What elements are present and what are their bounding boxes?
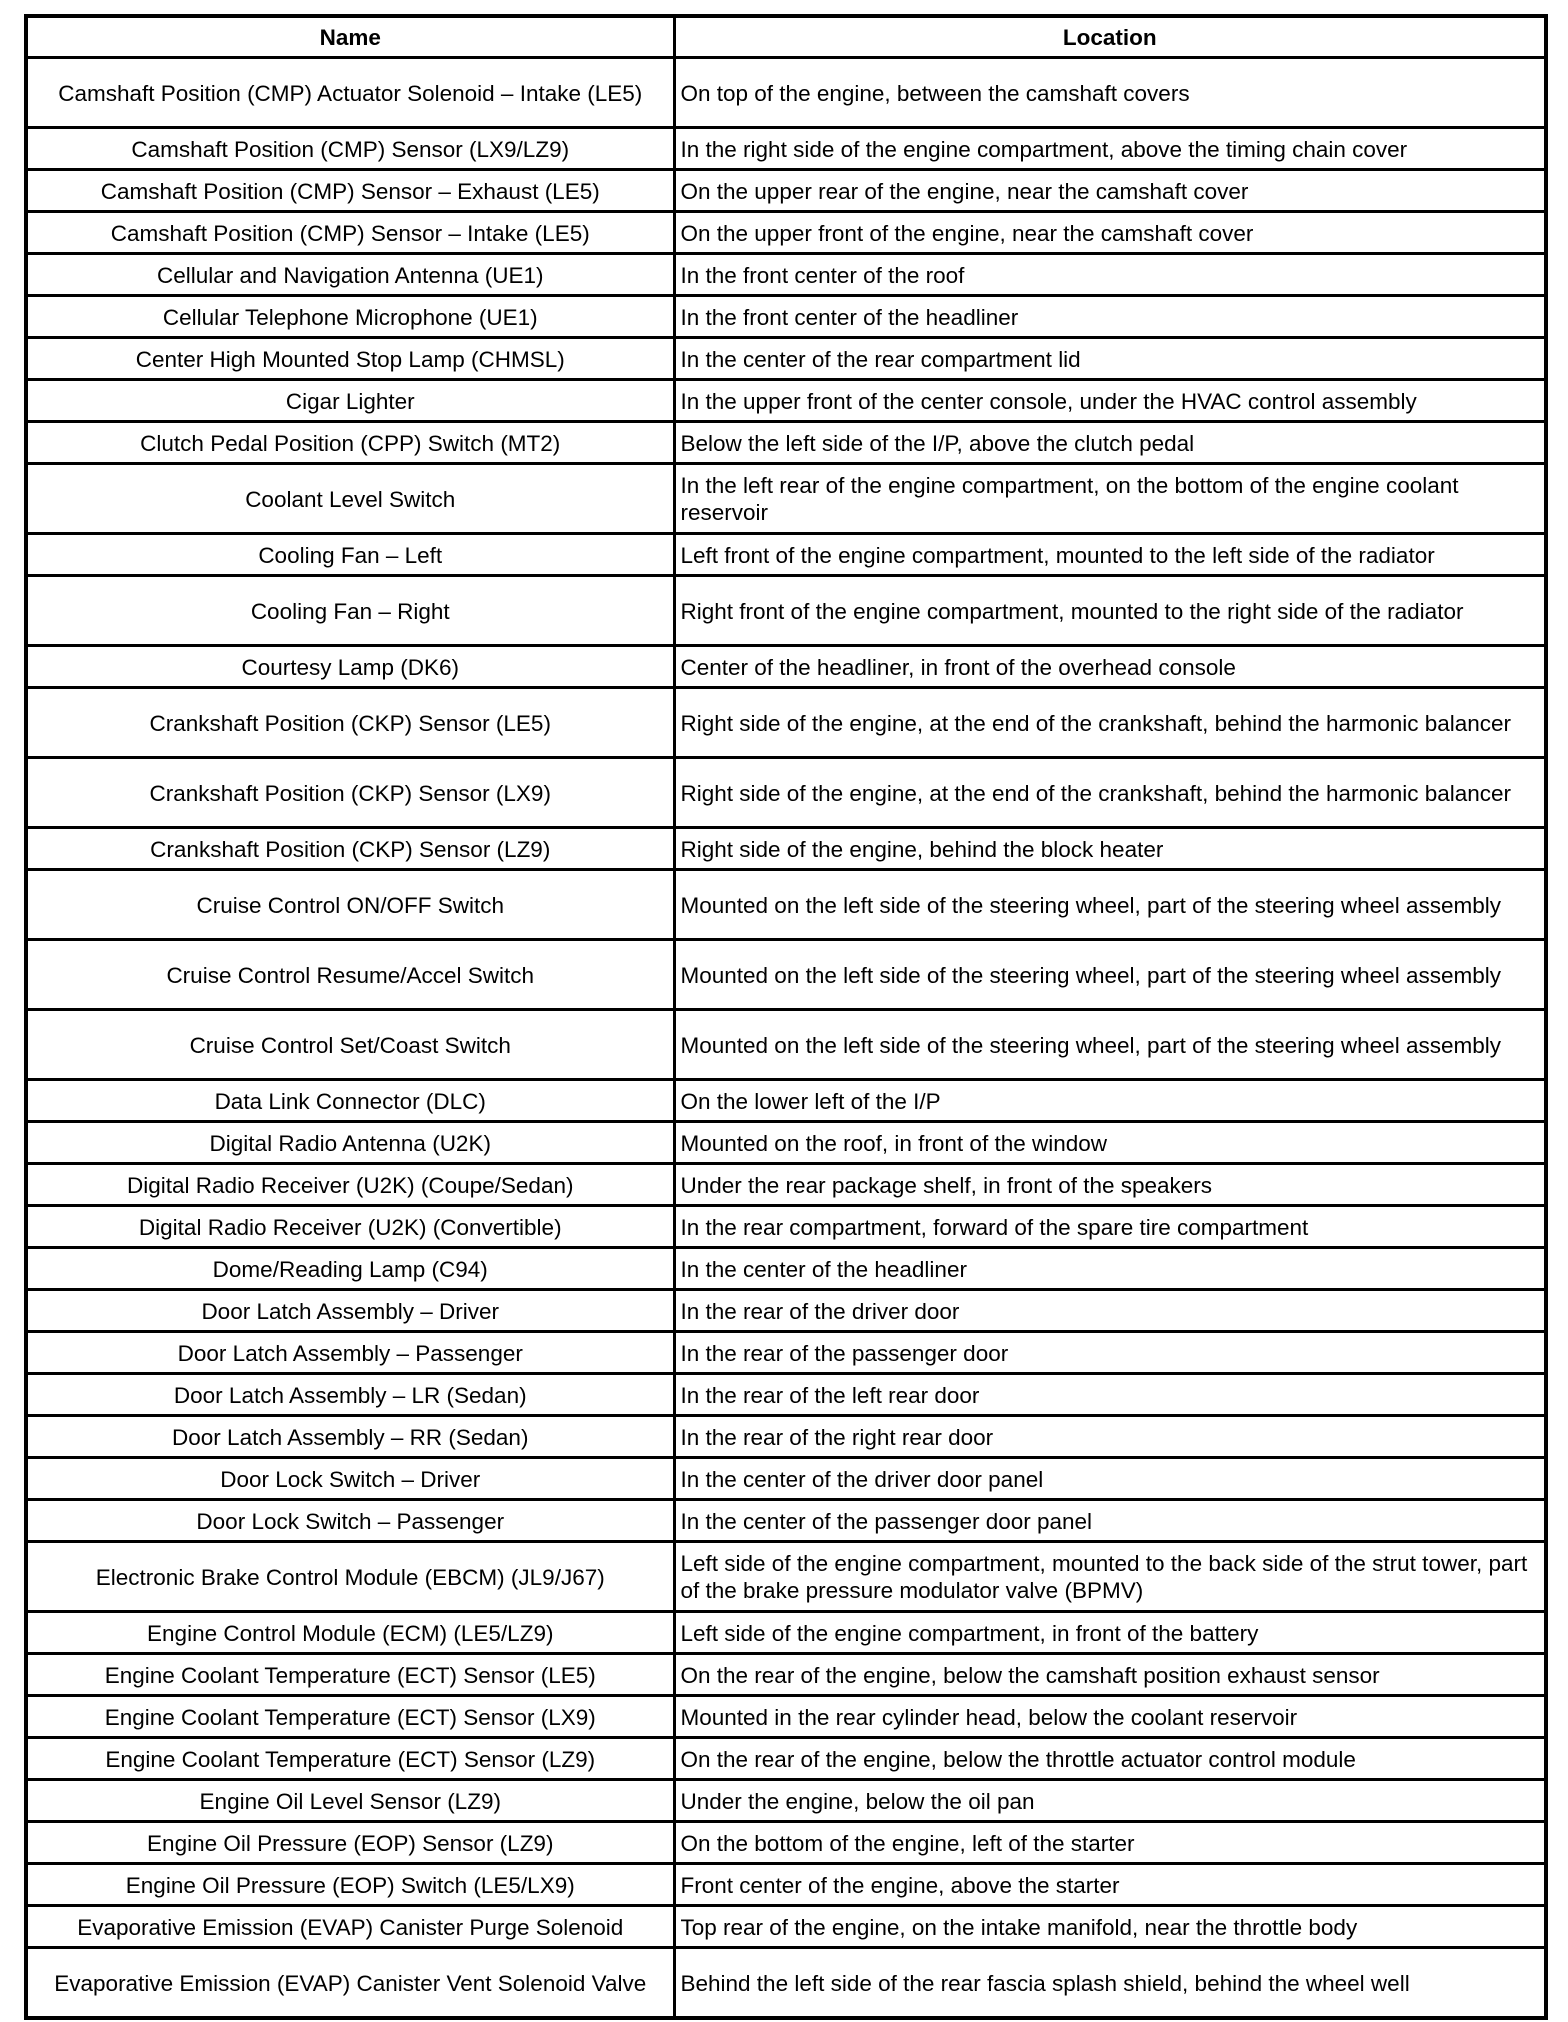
component-name-cell: Camshaft Position (CMP) Sensor (LX9/LZ9) (26, 128, 674, 170)
component-location-cell: On the rear of the engine, below the camshaft position exhaust sensor (674, 1654, 1546, 1696)
table-row (26, 1500, 1546, 1542)
component-name-cell: Crankshaft Position (CKP) Sensor (LZ9) (26, 828, 674, 870)
component-name-cell: Engine Coolant Temperature (ECT) Sensor (LE5) (26, 1654, 674, 1696)
table-row (26, 1206, 1546, 1248)
table-row (26, 1906, 1546, 1948)
component-name-cell: Cigar Lighter (26, 380, 674, 422)
component-location-cell: Left side of the engine compartment, in front of the battery (674, 1612, 1546, 1654)
table-row (26, 1248, 1546, 1290)
component-location-cell: Below the left side of the I/P, above the clutch pedal (674, 422, 1546, 464)
component-name-cell: Camshaft Position (CMP) Sensor – Exhaust (LE5) (26, 170, 674, 212)
table-row (26, 128, 1546, 170)
table-row (26, 296, 1546, 338)
component-name-cell: Digital Radio Antenna (U2K) (26, 1122, 674, 1164)
component-location-cell: In the rear compartment, forward of the spare tire compartment (674, 1206, 1546, 1248)
component-locator-table-container (24, 14, 1544, 2020)
component-name-cell: Cruise Control Resume/Accel Switch (26, 940, 674, 1010)
component-name-cell: Cooling Fan – Left (26, 534, 674, 576)
component-name-cell: Evaporative Emission (EVAP) Canister Purge Solenoid (26, 1906, 674, 1948)
component-location-cell: In the right side of the engine compartment, above the timing chain cover (674, 128, 1546, 170)
table-row (26, 758, 1546, 828)
component-name-cell: Crankshaft Position (CKP) Sensor (LX9) (26, 758, 674, 828)
component-locator-table (24, 14, 1548, 2020)
component-location-cell: On the rear of the engine, below the throttle actuator control module (674, 1738, 1546, 1780)
component-location-cell: Mounted on the left side of the steering wheel, part of the steering wheel assembly (674, 940, 1546, 1010)
component-name-cell: Cruise Control ON/OFF Switch (26, 870, 674, 940)
component-name-cell: Clutch Pedal Position (CPP) Switch (MT2) (26, 422, 674, 464)
table-header-row (26, 16, 1546, 58)
component-location-cell: Mounted on the roof, in front of the window (674, 1122, 1546, 1164)
component-location-cell: In the center of the driver door panel (674, 1458, 1546, 1500)
component-name-cell: Engine Oil Level Sensor (LZ9) (26, 1780, 674, 1822)
component-name-cell: Camshaft Position (CMP) Actuator Solenoid – Intake (LE5) (26, 58, 674, 128)
table-row (26, 170, 1546, 212)
component-location-cell: Left front of the engine compartment, mounted to the left side of the radiator (674, 534, 1546, 576)
table-row (26, 1696, 1546, 1738)
table-row (26, 534, 1546, 576)
component-name-cell: Door Latch Assembly – LR (Sedan) (26, 1374, 674, 1416)
table-row (26, 1822, 1546, 1864)
component-location-cell: In the front center of the roof (674, 254, 1546, 296)
table-row (26, 940, 1546, 1010)
component-location-cell: Left side of the engine compartment, mounted to the back side of the strut tower, part of the brake pressure modulator valve (BPMV) (674, 1542, 1546, 1612)
table-row (26, 646, 1546, 688)
table-row (26, 1416, 1546, 1458)
component-location-cell: Right side of the engine, at the end of the crankshaft, behind the harmonic balancer (674, 758, 1546, 828)
component-name-cell: Electronic Brake Control Module (EBCM) (JL9/J67) (26, 1542, 674, 1612)
table-row (26, 1332, 1546, 1374)
component-location-cell: In the rear of the passenger door (674, 1332, 1546, 1374)
table-row (26, 1164, 1546, 1206)
component-name-cell: Cooling Fan – Right (26, 576, 674, 646)
component-location-cell: In the rear of the driver door (674, 1290, 1546, 1332)
table-row (26, 1612, 1546, 1654)
table-row (26, 1948, 1546, 2019)
table-row (26, 1010, 1546, 1080)
table-row (26, 1738, 1546, 1780)
component-name-cell: Door Latch Assembly – RR (Sedan) (26, 1416, 674, 1458)
component-location-cell: In the rear of the left rear door (674, 1374, 1546, 1416)
table-row (26, 58, 1546, 128)
component-name-cell: Engine Coolant Temperature (ECT) Sensor (LZ9) (26, 1738, 674, 1780)
table-row (26, 1780, 1546, 1822)
component-location-cell: Under the engine, below the oil pan (674, 1780, 1546, 1822)
component-name-cell: Engine Oil Pressure (EOP) Switch (LE5/LX9) (26, 1864, 674, 1906)
table-row (26, 338, 1546, 380)
component-location-cell: In the center of the headliner (674, 1248, 1546, 1290)
component-name-cell: Data Link Connector (DLC) (26, 1080, 674, 1122)
location-column-header: Location (674, 16, 1546, 58)
component-location-cell: Right side of the engine, behind the block heater (674, 828, 1546, 870)
table-row (26, 1542, 1546, 1612)
component-location-cell: In the rear of the right rear door (674, 1416, 1546, 1458)
table-row (26, 576, 1546, 646)
table-row (26, 1654, 1546, 1696)
component-location-cell: In the center of the rear compartment lid (674, 338, 1546, 380)
table-body (26, 58, 1546, 2019)
name-column-header: Name (26, 16, 674, 58)
component-location-cell: Right front of the engine compartment, mounted to the right side of the radiator (674, 576, 1546, 646)
component-location-cell: On the bottom of the engine, left of the starter (674, 1822, 1546, 1864)
table-row (26, 1864, 1546, 1906)
component-name-cell: Center High Mounted Stop Lamp (CHMSL) (26, 338, 674, 380)
table-row (26, 1080, 1546, 1122)
table-row (26, 212, 1546, 254)
component-location-cell: Front center of the engine, above the starter (674, 1864, 1546, 1906)
component-name-cell: Cellular Telephone Microphone (UE1) (26, 296, 674, 338)
component-name-cell: Engine Control Module (ECM) (LE5/LZ9) (26, 1612, 674, 1654)
component-location-cell: On top of the engine, between the camshaft covers (674, 58, 1546, 128)
component-location-cell: Mounted on the left side of the steering wheel, part of the steering wheel assembly (674, 870, 1546, 940)
component-location-cell: On the upper front of the engine, near the camshaft cover (674, 212, 1546, 254)
table-row (26, 380, 1546, 422)
table-row (26, 870, 1546, 940)
component-location-cell: In the center of the passenger door panel (674, 1500, 1546, 1542)
component-name-cell: Engine Oil Pressure (EOP) Sensor (LZ9) (26, 1822, 674, 1864)
table-row (26, 1122, 1546, 1164)
component-name-cell: Coolant Level Switch (26, 464, 674, 534)
component-name-cell: Camshaft Position (CMP) Sensor – Intake (LE5) (26, 212, 674, 254)
component-name-cell: Door Lock Switch – Passenger (26, 1500, 674, 1542)
component-name-cell: Engine Coolant Temperature (ECT) Sensor (LX9) (26, 1696, 674, 1738)
table-row (26, 254, 1546, 296)
table-row (26, 1290, 1546, 1332)
table-row (26, 1458, 1546, 1500)
component-name-cell: Courtesy Lamp (DK6) (26, 646, 674, 688)
component-location-cell: In the left rear of the engine compartment, on the bottom of the engine coolant reservoir (674, 464, 1546, 534)
component-location-cell: Right side of the engine, at the end of the crankshaft, behind the harmonic balancer (674, 688, 1546, 758)
component-location-cell: Under the rear package shelf, in front of the speakers (674, 1164, 1546, 1206)
component-name-cell: Cellular and Navigation Antenna (UE1) (26, 254, 674, 296)
component-name-cell: Cruise Control Set/Coast Switch (26, 1010, 674, 1080)
table-row (26, 1374, 1546, 1416)
component-name-cell: Dome/Reading Lamp (C94) (26, 1248, 674, 1290)
component-location-cell: In the front center of the headliner (674, 296, 1546, 338)
component-location-cell: Top rear of the engine, on the intake manifold, near the throttle body (674, 1906, 1546, 1948)
table-row (26, 828, 1546, 870)
component-location-cell: In the upper front of the center console, under the HVAC control assembly (674, 380, 1546, 422)
component-name-cell: Door Lock Switch – Driver (26, 1458, 674, 1500)
component-name-cell: Crankshaft Position (CKP) Sensor (LE5) (26, 688, 674, 758)
component-name-cell: Digital Radio Receiver (U2K) (Convertible) (26, 1206, 674, 1248)
component-name-cell: Door Latch Assembly – Passenger (26, 1332, 674, 1374)
component-location-cell: Center of the headliner, in front of the overhead console (674, 646, 1546, 688)
component-name-cell: Evaporative Emission (EVAP) Canister Vent Solenoid Valve (26, 1948, 674, 2019)
component-location-cell: Behind the left side of the rear fascia splash shield, behind the wheel well (674, 1948, 1546, 2019)
table-row (26, 464, 1546, 534)
component-location-cell: On the upper rear of the engine, near the camshaft cover (674, 170, 1546, 212)
component-location-cell: On the lower left of the I/P (674, 1080, 1546, 1122)
component-name-cell: Digital Radio Receiver (U2K) (Coupe/Sedan) (26, 1164, 674, 1206)
component-name-cell: Door Latch Assembly – Driver (26, 1290, 674, 1332)
table-row (26, 422, 1546, 464)
component-location-cell: Mounted in the rear cylinder head, below the coolant reservoir (674, 1696, 1546, 1738)
table-row (26, 688, 1546, 758)
component-location-cell: Mounted on the left side of the steering wheel, part of the steering wheel assembly (674, 1010, 1546, 1080)
